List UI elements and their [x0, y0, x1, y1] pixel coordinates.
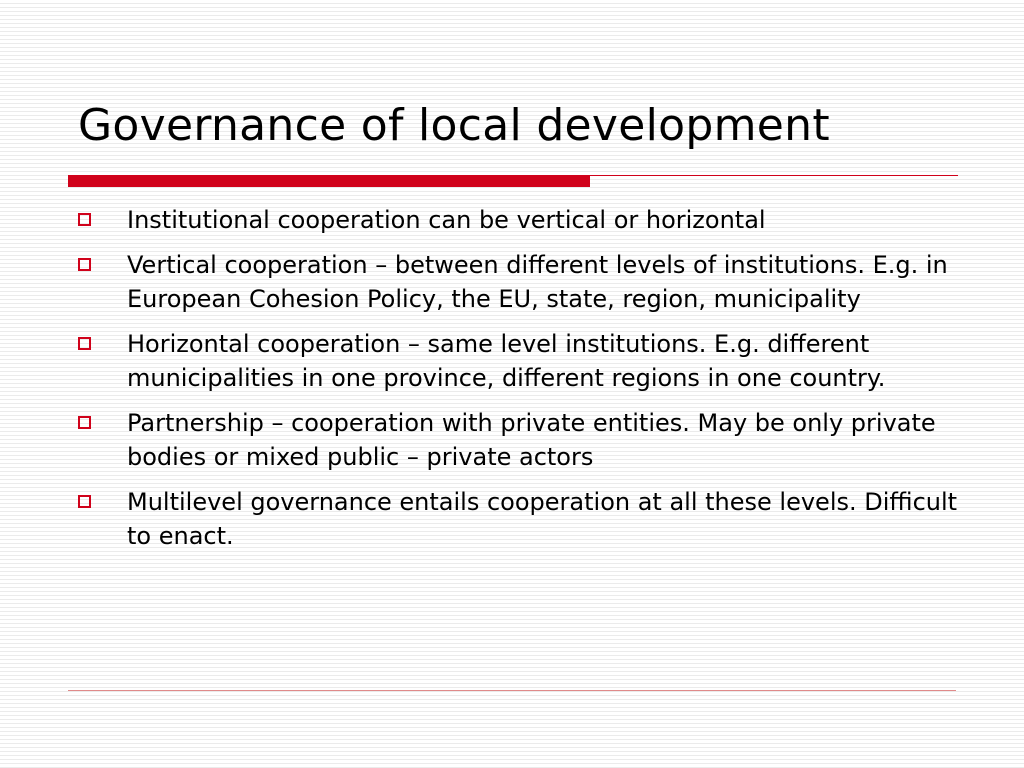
bullet-list — [78, 203, 958, 564]
bullet-item — [78, 203, 958, 237]
slide-title: Governance of local development — [78, 100, 830, 151]
hollow-square-icon — [78, 258, 91, 271]
hollow-square-icon — [78, 495, 91, 508]
bullet-text: Vertical cooperation – between different levels of institutions. E.g. in European Cohesion Policy, the EU, state, region, municipality — [127, 251, 948, 313]
bullet-text: Institutional cooperation can be vertical or horizontal — [127, 206, 766, 234]
hollow-square-icon — [78, 337, 91, 350]
footer-divider — [68, 690, 956, 691]
bullet-item — [78, 406, 958, 474]
hollow-square-icon — [78, 416, 91, 429]
bullet-text: Horizontal cooperation – same level institutions. E.g. different municipalities in one province, different regions in one country. — [127, 330, 886, 392]
title-underline-thick — [68, 175, 590, 187]
bullet-text: Multilevel governance entails cooperation at all these levels. Difficult to enact. — [127, 488, 958, 550]
bullet-item — [78, 485, 958, 553]
hollow-square-icon — [78, 213, 91, 226]
bullet-item — [78, 248, 958, 316]
bullet-item — [78, 327, 958, 395]
title-underline-thin — [590, 175, 958, 176]
bullet-text: Partnership – cooperation with private entities. May be only private bodies or mixed public – private actors — [127, 409, 936, 471]
